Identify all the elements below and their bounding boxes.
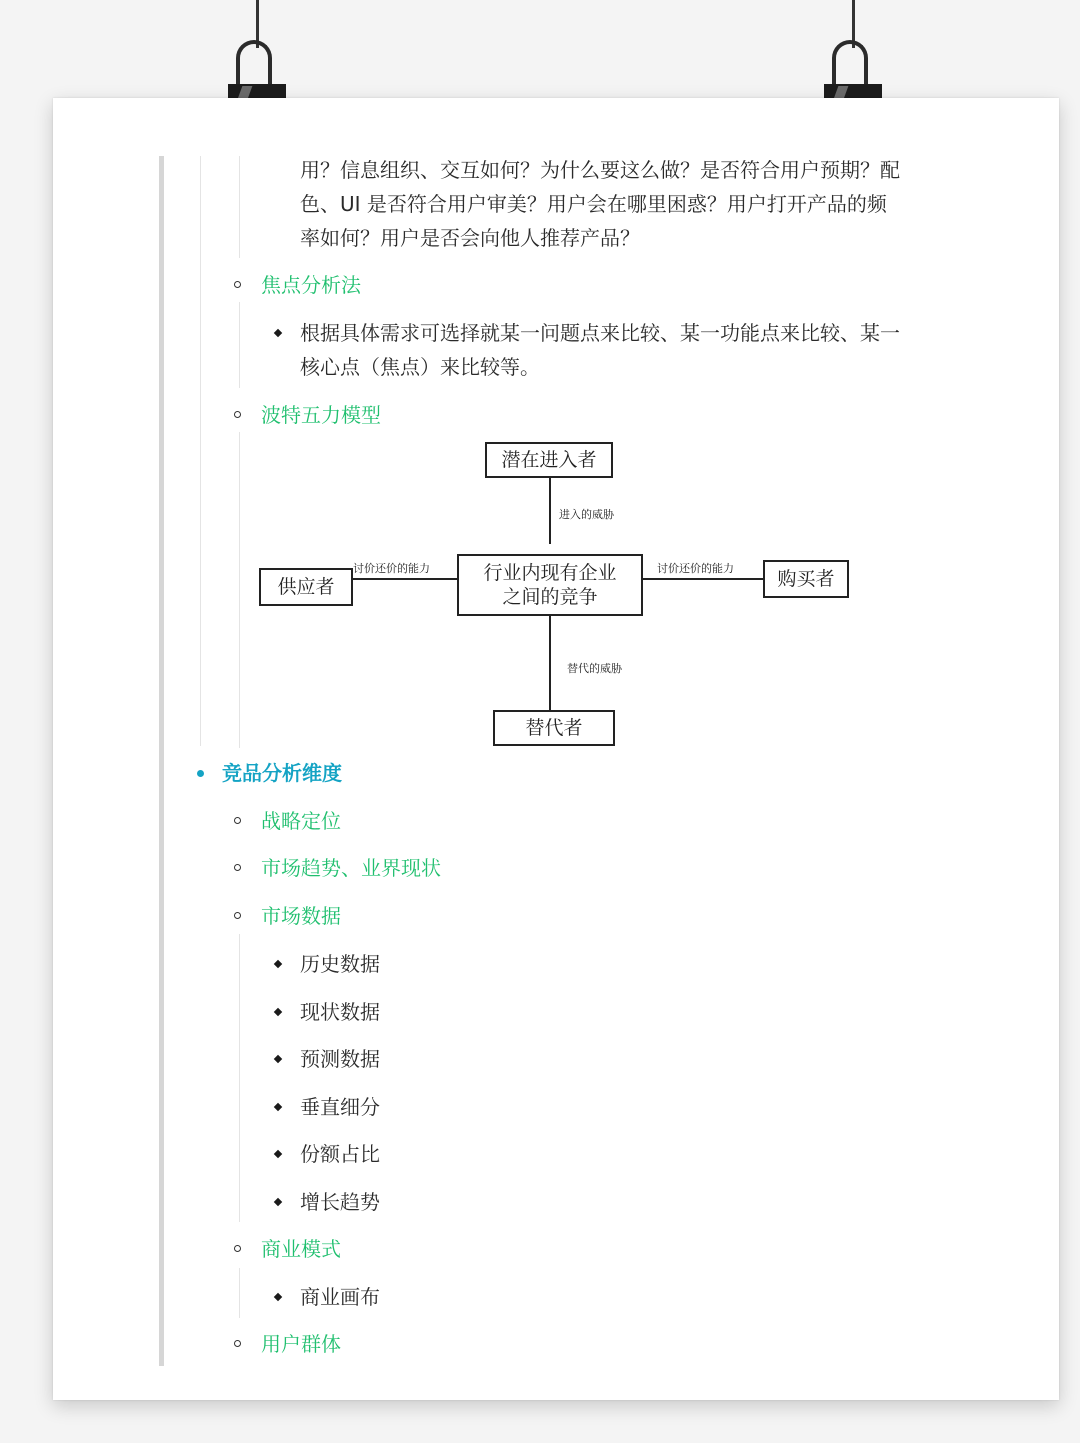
hollow-bullet-icon (234, 864, 241, 871)
supplier-bargaining-label: 讨价还价的能力 (353, 562, 430, 575)
entry-threat-label: 进入的威胁 (559, 508, 614, 521)
diamond-bullet-icon (274, 329, 282, 337)
blockquote-bar (159, 156, 164, 1366)
focus-desc-line-2: 核心点（焦点）来比较等。 (300, 355, 540, 379)
focus-desc-line-1: 根据具体需求可选择就某一问题点来比较、某一功能点来比较、某一 (300, 321, 900, 345)
hollow-bullet-icon (234, 912, 241, 919)
diamond-bullet-icon (274, 1008, 282, 1016)
hollow-bullet-icon (234, 411, 241, 418)
porter-heading[interactable]: 波特五力模型 (261, 403, 381, 427)
intro-line-2: 色、UI 是否符合用户审美？用户会在哪里困惑？用户打开产品的频 (300, 192, 887, 216)
market-data-sub-item: 份额占比 (300, 1142, 380, 1166)
market-data-sub-item: 增长趋势 (300, 1190, 380, 1214)
business-model-item[interactable]: 商业模式 (261, 1237, 341, 1261)
diamond-bullet-icon (274, 1103, 282, 1111)
diamond-bullet-icon (274, 1055, 282, 1063)
potential-entrants-box: 潜在进入者 (485, 442, 613, 478)
document-page (53, 98, 1059, 1400)
diamond-bullet-icon (274, 1293, 282, 1301)
substitute-threat-label: 替代的威胁 (567, 662, 622, 675)
strategy-position-item[interactable]: 战略定位 (261, 809, 341, 833)
market-data-sub-item: 预测数据 (300, 1047, 380, 1071)
substitutes-box: 替代者 (493, 710, 615, 746)
hollow-bullet-icon (234, 281, 241, 288)
solid-bullet-icon (197, 770, 204, 777)
hollow-bullet-icon (234, 1340, 241, 1347)
hollow-bullet-icon (234, 1245, 241, 1252)
center-line-2: 之间的竞争 (502, 586, 598, 608)
diamond-bullet-icon (274, 960, 282, 968)
dimensions-heading[interactable]: 竞品分析维度 (222, 761, 342, 785)
market-trend-item[interactable]: 市场趋势、业界现状 (261, 856, 441, 880)
market-data-item[interactable]: 市场数据 (261, 904, 341, 928)
porter-five-forces-diagram (243, 428, 863, 758)
market-data-sub-item: 垂直细分 (300, 1095, 380, 1119)
market-data-sub-item: 现状数据 (300, 1000, 380, 1024)
intro-line-3: 率如何？用户是否会向他人推荐产品？ (300, 226, 640, 250)
buyers-box: 购买者 (763, 560, 849, 598)
buyer-bargaining-label: 讨价还价的能力 (657, 562, 734, 575)
diamond-bullet-icon (274, 1150, 282, 1158)
business-canvas-item: 商业画布 (300, 1285, 380, 1309)
focus-method-heading[interactable]: 焦点分析法 (261, 273, 361, 297)
intro-line-1: 用？信息组织、交互如何？为什么要这么做？是否符合用户预期？配 (300, 158, 900, 182)
user-group-item[interactable]: 用户群体 (261, 1332, 341, 1356)
hollow-bullet-icon (234, 817, 241, 824)
diamond-bullet-icon (274, 1198, 282, 1206)
industry-competition-box (457, 554, 643, 616)
market-data-sub-item: 历史数据 (300, 952, 380, 976)
suppliers-box: 供应者 (259, 568, 353, 606)
center-line-1: 行业内现有企业 (483, 562, 617, 584)
